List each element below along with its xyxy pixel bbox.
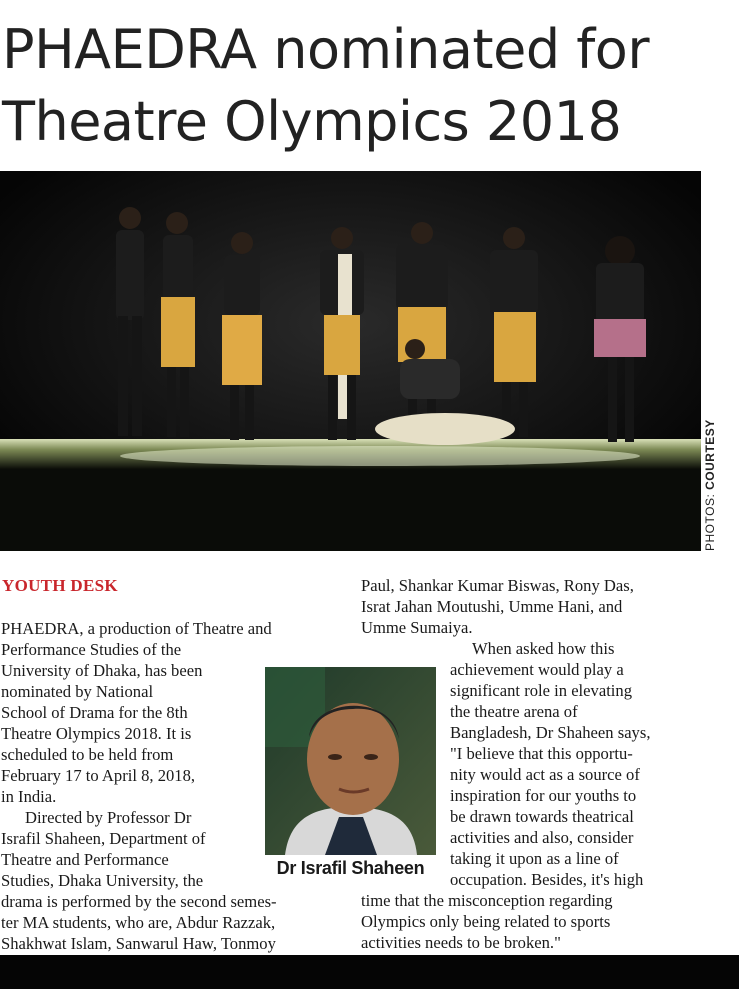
page-bottom-bar (0, 955, 739, 989)
photo-credit: PHOTOS: COURTESY (703, 419, 717, 551)
text-line: significant role in elevating (450, 681, 633, 700)
text-line: Bangladesh, Dr Shaheen says, (450, 723, 651, 742)
text-line: Theatre and Performance (1, 850, 169, 869)
headline (2, 14, 737, 158)
text-line: Umme Sumaiya. (361, 618, 473, 637)
text-line: Shakhwat Islam, Sanwarul Haw, Tonmoy (1, 934, 276, 953)
headline-line-1: PHAEDRA nominated for (2, 18, 650, 81)
text-line: University of Dhaka, has been (1, 661, 203, 680)
text-line: nity would act as a source of (450, 765, 640, 784)
text-line: "I believe that this opportu- (450, 744, 633, 763)
text-line: Directed by Professor Dr (25, 808, 192, 827)
text-line: When asked how this (472, 639, 615, 658)
text-line: occupation. Besides, it's high (450, 870, 644, 889)
text-line: activities needs to be broken." (361, 933, 561, 952)
text-line: Theatre Olympics 2018. It is (1, 724, 192, 743)
text-line: achievement would play a (450, 660, 624, 679)
text-line: ter MA students, who are, Abdur Razzak, (1, 913, 276, 932)
portrait-caption: Dr Israfil Shaheen (276, 858, 425, 878)
text-line: scheduled to be held from (1, 745, 174, 764)
text-line: Paul, Shankar Kumar Biswas, Rony Das, (361, 576, 634, 595)
portrait-photo (265, 667, 436, 855)
text-line: the theatre arena of (450, 702, 578, 721)
section-desk-label: YOUTH DESK (2, 576, 118, 595)
text-line: be drawn towards theatrical (450, 807, 634, 826)
stage-photo (0, 171, 701, 551)
text-line: School of Drama for the 8th (1, 703, 188, 722)
text-line: time that the misconception regarding (361, 891, 613, 910)
text-line: Israfil Shaheen, Department of (1, 829, 206, 848)
text-line: nominated by National (1, 682, 154, 701)
text-line: PHAEDRA, a production of Theatre and (1, 619, 272, 638)
text-line: in India. (1, 787, 57, 806)
text-line: Olympics only being related to sports (361, 912, 611, 931)
text-line: inspiration for our youths to (450, 786, 637, 805)
headline-line-2: Theatre Olympics 2018 (2, 90, 622, 153)
text-line: Performance Studies of the (1, 640, 182, 659)
text-line: Israt Jahan Moutushi, Umme Hani, and (361, 597, 623, 616)
text-line: activities and also, consider (450, 828, 634, 847)
text-line: February 17 to April 8, 2018, (1, 766, 196, 785)
text-line: Studies, Dhaka University, the (1, 871, 204, 890)
text-line: taking it upon as a line of (450, 849, 619, 868)
text-line: drama is performed by the second semes- (1, 892, 277, 911)
